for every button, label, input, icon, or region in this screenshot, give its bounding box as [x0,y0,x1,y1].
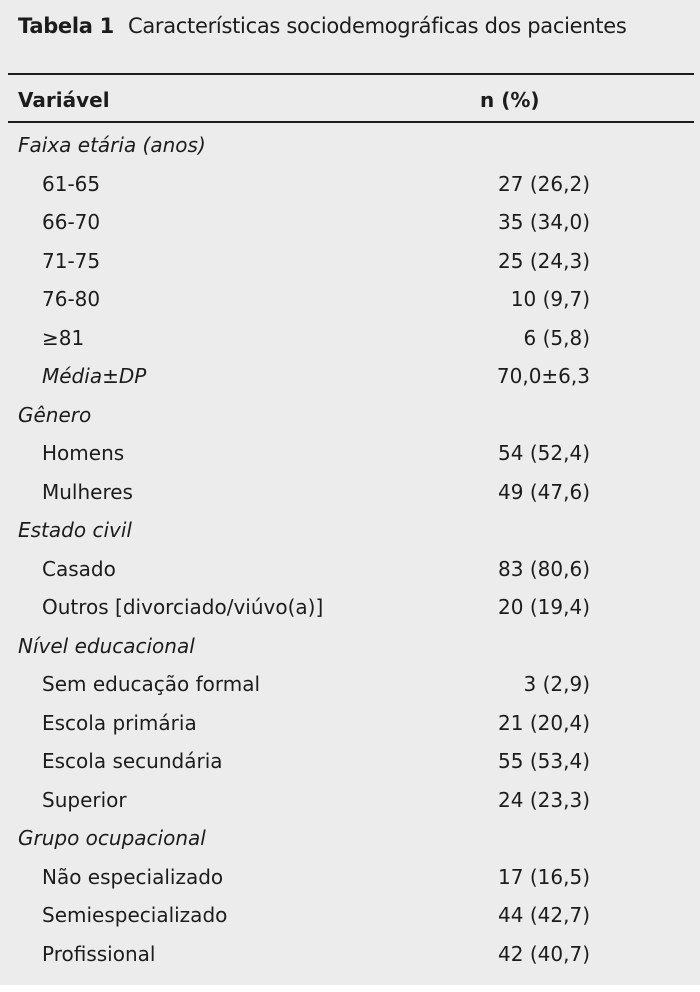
row-label: Homens [42,441,125,465]
row-value: 21 (20,4) [498,710,590,735]
table-caption [18,14,626,38]
row-label: Casado [42,556,116,581]
group-row [0,511,700,550]
table-row [0,242,700,281]
table-label: Tabela 1 [18,14,114,38]
group-label: Faixa etária (anos) [18,133,206,157]
row-label: Sem educação formal [42,672,261,696]
top-rule [8,73,694,75]
row-value: 3 (2,9) [523,672,590,696]
table-row [0,319,700,358]
group-row [0,627,700,666]
row-label: Semiespecializado [42,903,228,927]
row-value: 17 (16,5) [498,864,590,889]
header-variable: Variável [18,88,110,112]
row-value: 6 (5,8) [523,325,590,350]
table-row [0,434,700,473]
table-row [0,935,700,974]
row-value: 49 (47,6) [498,479,590,504]
table-row [0,858,700,897]
table-row [0,550,700,589]
row-value: 27 (26,2) [498,171,590,196]
row-value: 10 (9,7) [510,287,590,311]
row-value: 55 (53,4) [498,749,590,773]
table-title: Características sociodemográficas dos pacientes [127,14,627,38]
row-value: 25 (24,3) [498,248,590,273]
row-label: Outros [divorciado/viúvo(a)] [42,595,324,619]
row-label: Superior [42,787,127,812]
row-label: Média±DP [42,364,147,388]
group-label: Gênero [18,402,92,427]
row-value: 35 (34,0) [498,210,590,234]
row-label: 71-75 [42,248,101,273]
row-value: 24 (23,3) [498,787,590,812]
row-label: Profissional [42,941,156,966]
row-label: ≥81 [42,325,85,350]
table-row [0,203,700,242]
table-row [0,896,700,935]
group-row [0,396,700,435]
row-value: 83 (80,6) [498,556,590,581]
group-row [0,819,700,858]
row-value: 44 (42,7) [498,903,590,927]
row-label: Escola secundária [42,749,223,773]
table-row [0,473,700,512]
table-row [0,588,700,627]
table-row [0,165,700,204]
table-row [0,357,700,396]
table-row [0,781,700,820]
table-row [0,280,700,319]
row-label: Não especializado [42,864,224,889]
group-row [0,126,700,165]
group-label: Nível educacional [18,633,195,658]
table-row [0,742,700,781]
header-rule [8,121,694,123]
table-row [0,665,700,704]
row-value: 54 (52,4) [498,441,590,465]
table-row [0,704,700,743]
group-label: Estado civil [18,518,132,542]
row-label: Escola primária [42,710,197,735]
group-label: Grupo ocupacional [18,826,206,850]
row-value: 20 (19,4) [498,595,590,619]
row-label: 61-65 [42,171,101,196]
row-label: 66-70 [42,210,101,234]
row-value: 42 (40,7) [498,941,590,966]
row-value: 70,0±6,3 [496,364,590,388]
row-label: 76-80 [42,287,101,311]
table-header [0,88,700,116]
header-value: n (%) [480,88,540,112]
table-body [0,126,700,973]
row-label: Mulheres [42,479,133,504]
